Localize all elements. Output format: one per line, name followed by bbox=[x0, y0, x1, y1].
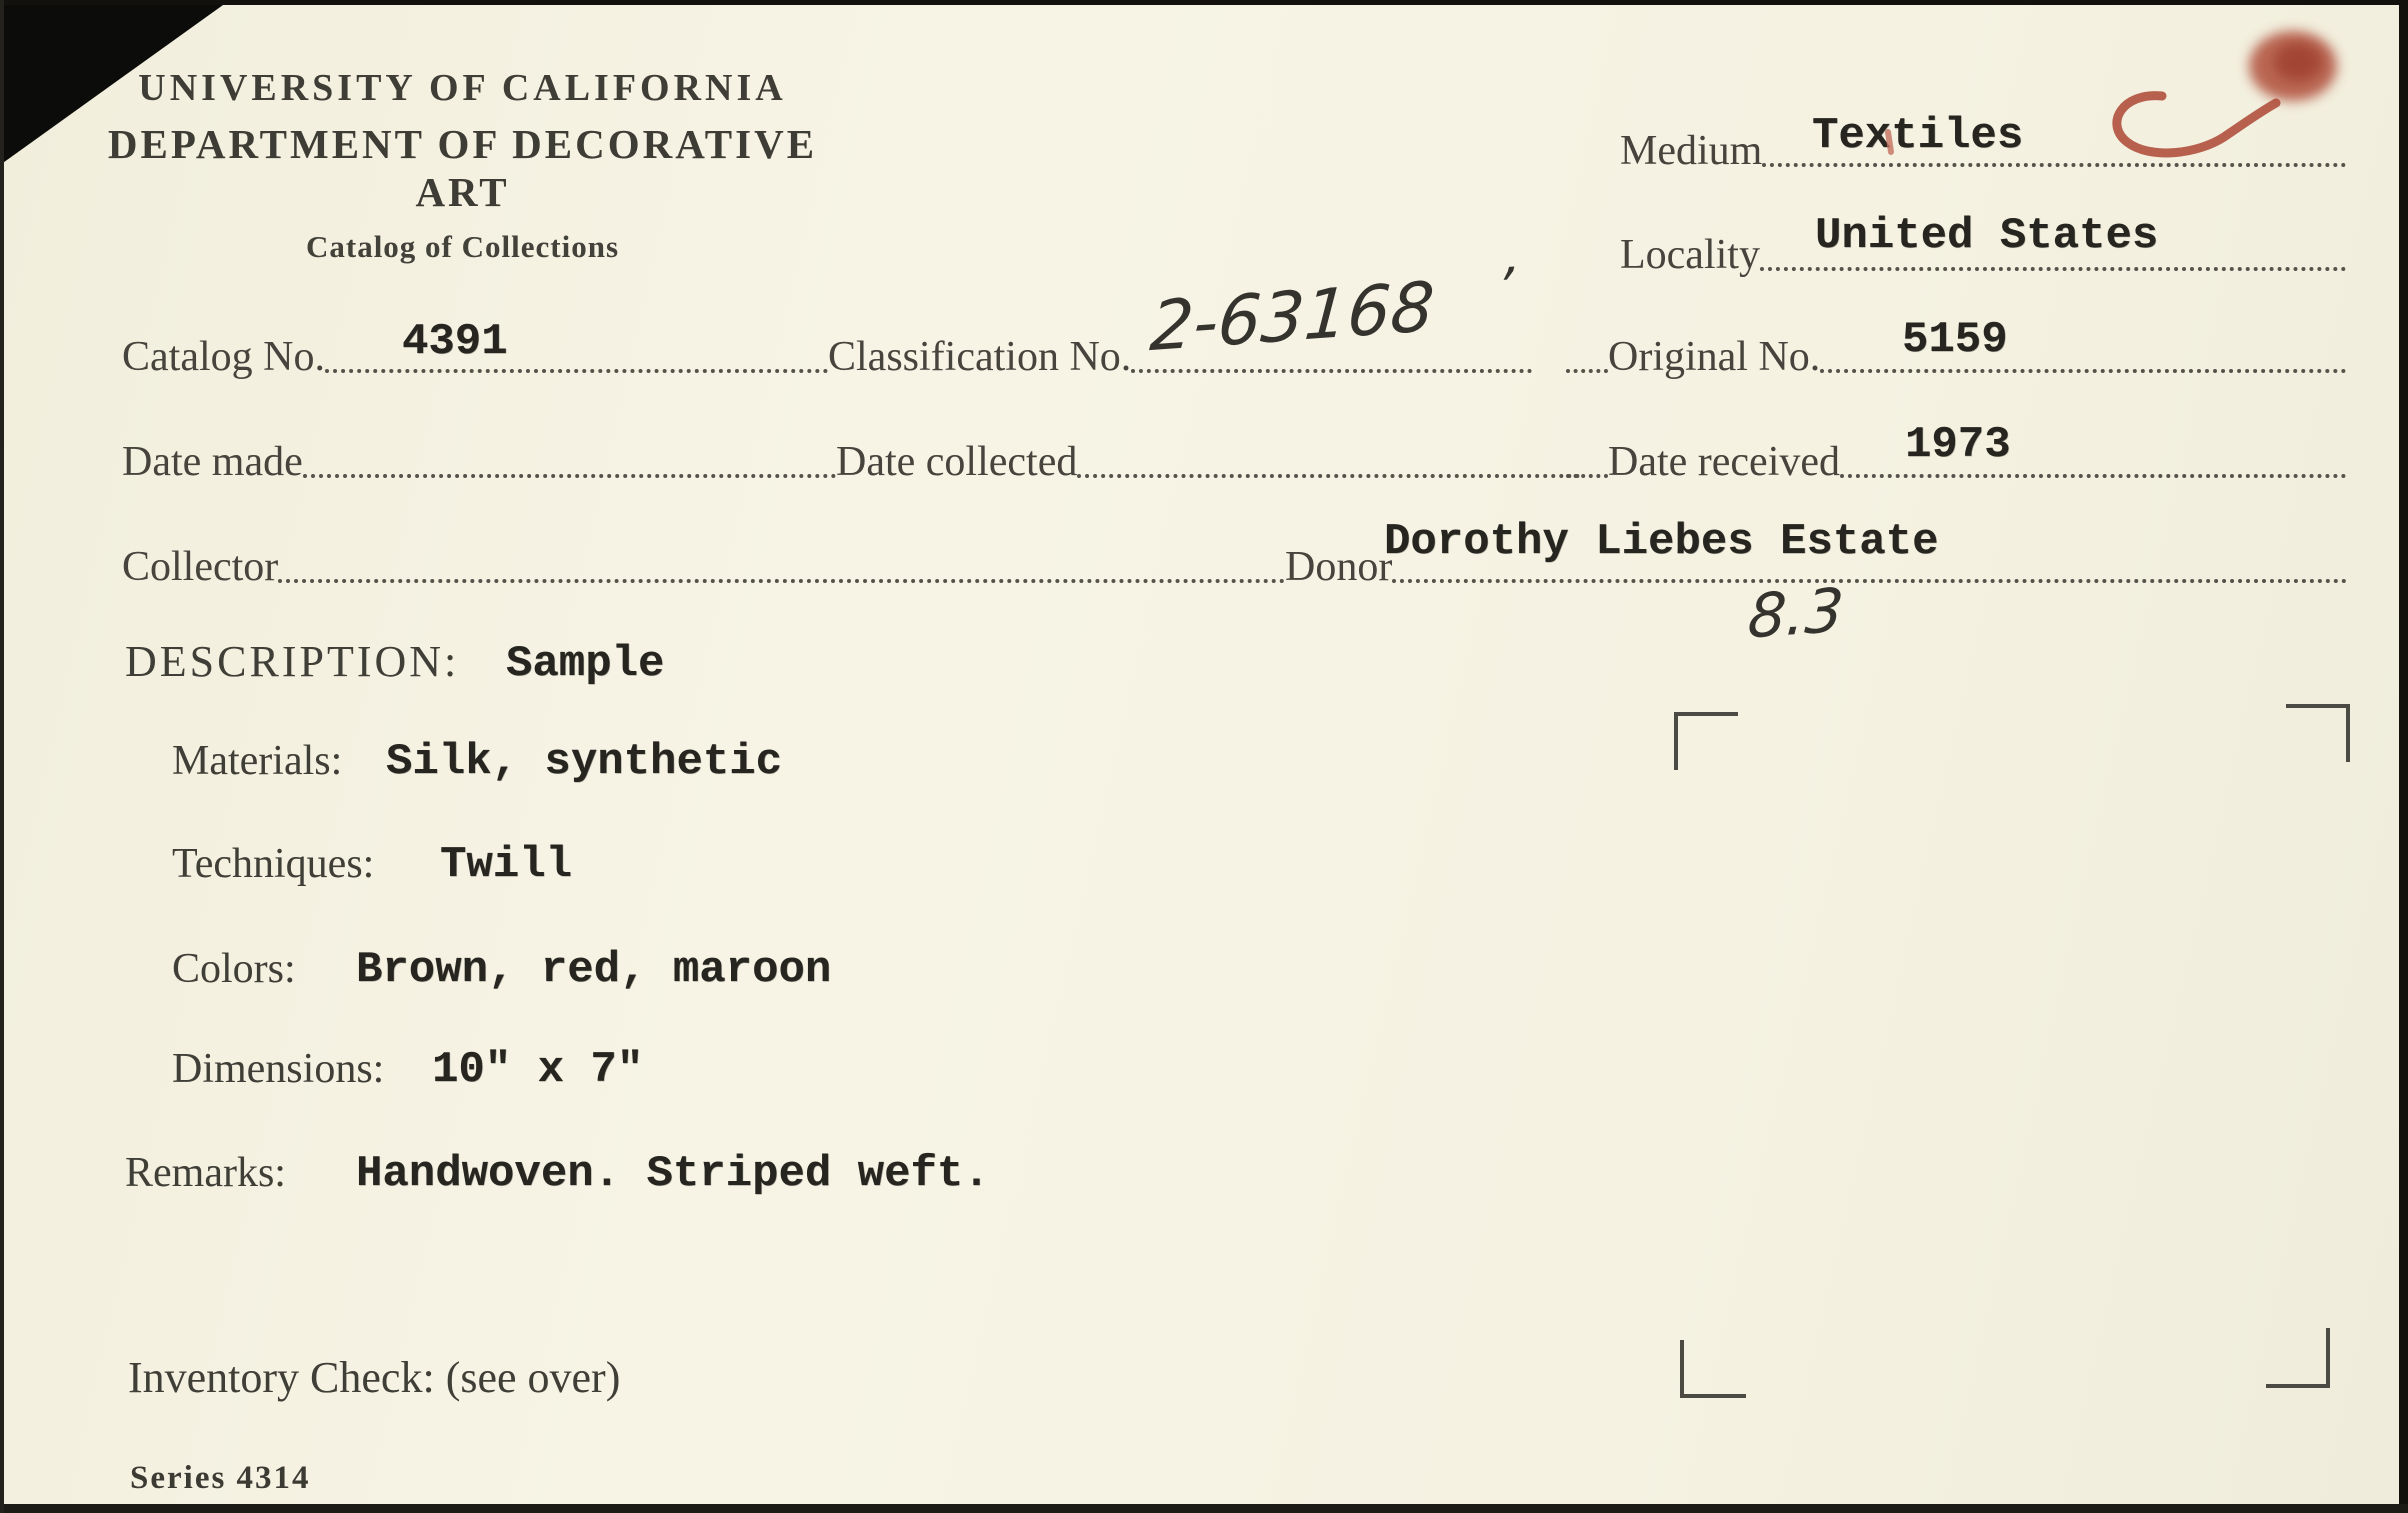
date-received-label: Date received bbox=[1608, 439, 1841, 485]
dotted-leader bbox=[1820, 369, 2346, 373]
catalog-subtitle: Catalog of Collections bbox=[305, 229, 620, 264]
crop-mark-top-right-icon bbox=[2286, 704, 2350, 762]
materials-label: Materials: bbox=[172, 738, 343, 784]
letterhead bbox=[105, 66, 820, 265]
techniques-value: Twill bbox=[440, 840, 573, 890]
collector-field bbox=[122, 536, 1285, 588]
scan-edge-top bbox=[0, 0, 2408, 5]
date-collected-label: Date collected bbox=[836, 439, 1078, 485]
medium-label: Medium bbox=[1620, 128, 1763, 174]
department-name: DEPARTMENT OF DECORATIVE ART bbox=[107, 121, 818, 215]
scan-edge-right bbox=[2399, 0, 2408, 1513]
remarks-label: Remarks: bbox=[125, 1150, 286, 1196]
dotted-leader bbox=[1077, 474, 1580, 478]
locality-label: Locality bbox=[1620, 232, 1760, 278]
date-made-field bbox=[122, 431, 836, 483]
dotted-leader bbox=[303, 474, 836, 478]
techniques-label: Techniques: bbox=[172, 841, 375, 887]
stray-ink-mark: , bbox=[1502, 225, 1524, 287]
dotted-leader bbox=[278, 579, 1285, 583]
dotted-leader bbox=[1760, 267, 2346, 271]
accession-note: 8.3 bbox=[1745, 575, 1846, 653]
original-no-value: 5159 bbox=[1902, 315, 2008, 365]
date-collected-field bbox=[836, 431, 1580, 483]
original-no-label: Original No. bbox=[1608, 334, 1821, 380]
dotted-leader bbox=[325, 369, 828, 373]
crop-mark-bottom-right-icon bbox=[2266, 1328, 2330, 1388]
colors-label: Colors: bbox=[172, 946, 296, 992]
university-name: UNIVERSITY OF CALIFORNIA bbox=[138, 67, 787, 109]
catalog-no-value: 4391 bbox=[402, 317, 508, 367]
classification-no-label: Classification No. bbox=[828, 334, 1132, 380]
donor-value: Dorothy Liebes Estate bbox=[1384, 517, 1939, 567]
donor-label: Donor bbox=[1285, 544, 1393, 590]
date-made-label: Date made bbox=[122, 439, 303, 485]
dotted-leader bbox=[1131, 369, 1532, 373]
dotted-leader bbox=[1762, 163, 2346, 167]
description-value: Sample bbox=[506, 639, 665, 689]
dotted-leader bbox=[1840, 474, 2346, 478]
inventory-check-label: Inventory Check: (see over) bbox=[128, 1353, 621, 1402]
remarks-value: Handwoven. Striped weft. bbox=[356, 1149, 990, 1199]
dotted-leader bbox=[1392, 579, 2347, 583]
classification-no-value: 2-63168 bbox=[1147, 267, 1437, 368]
collector-label: Collector bbox=[122, 544, 279, 590]
scan-edge-left bbox=[0, 0, 4, 1513]
crop-mark-top-left-icon bbox=[1674, 712, 1738, 770]
description-label: DESCRIPTION: bbox=[125, 637, 460, 686]
dotted-leader bbox=[1566, 369, 1608, 373]
locality-value: United States bbox=[1815, 211, 2159, 261]
colors-value: Brown, red, maroon bbox=[356, 945, 832, 995]
red-ink-blob bbox=[2249, 31, 2337, 101]
catalog-no-label: Catalog No. bbox=[122, 334, 325, 380]
dotted-leader bbox=[1566, 474, 1608, 478]
dimensions-value: 10" x 7" bbox=[432, 1045, 644, 1095]
materials-value: Silk, synthetic bbox=[386, 737, 783, 787]
medium-value: Textiles bbox=[1812, 111, 2024, 161]
series-label: Series 4314 bbox=[130, 1460, 311, 1496]
scan-edge-bottom bbox=[0, 1504, 2408, 1513]
red-ink-blob-core bbox=[2274, 43, 2322, 81]
date-received-value: 1973 bbox=[1905, 420, 2011, 470]
dimensions-label: Dimensions: bbox=[172, 1046, 385, 1092]
crop-mark-bottom-left-icon bbox=[1680, 1340, 1746, 1398]
